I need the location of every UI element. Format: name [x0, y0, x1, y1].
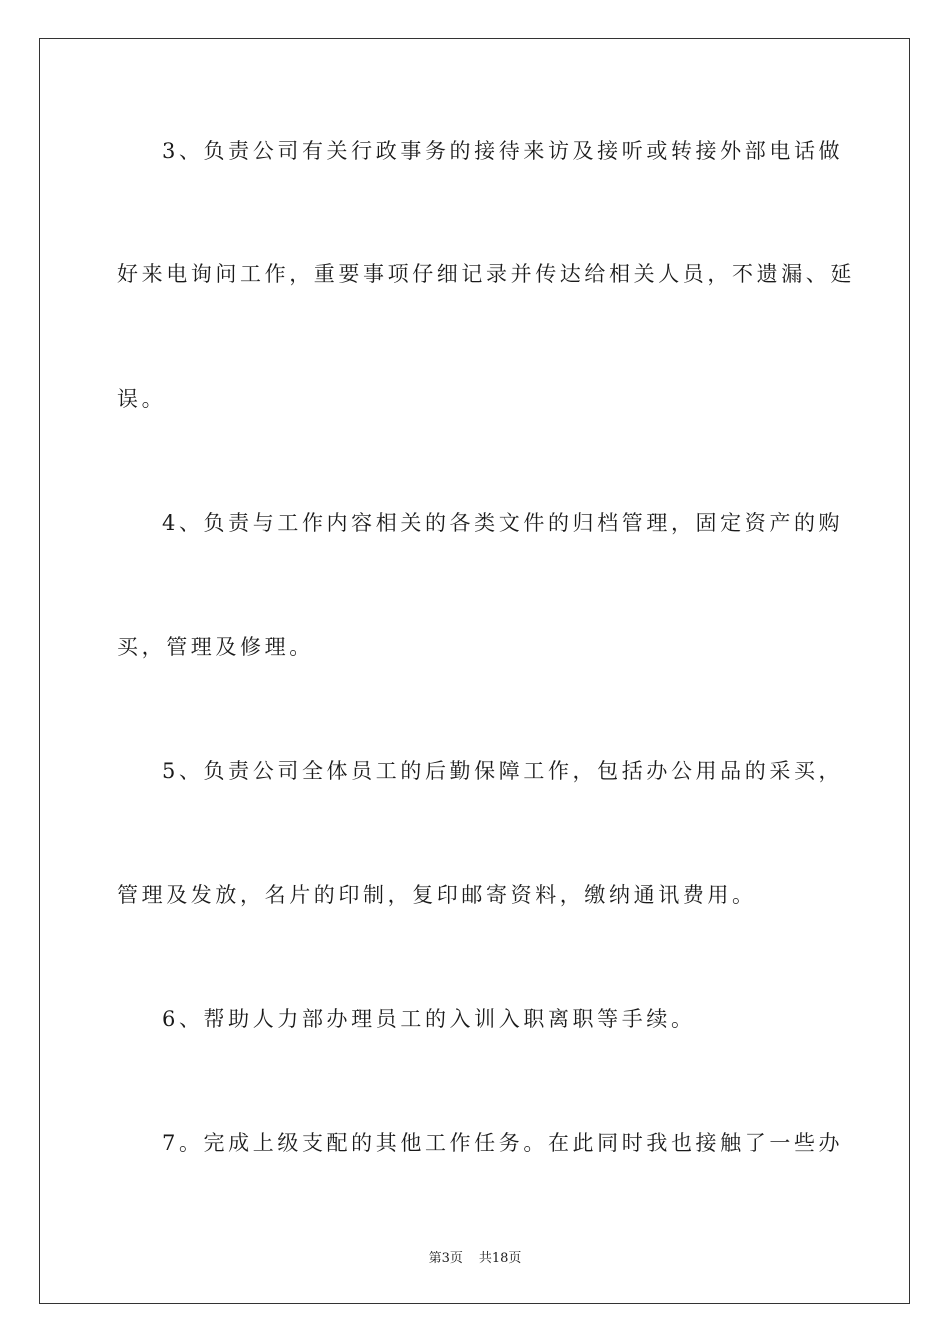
text-line-9: 7。完成上级支配的其他工作任务。在此同时我也接触了一些办	[162, 1131, 844, 1155]
page-border	[39, 38, 910, 1304]
text-line-3: 误。	[117, 387, 167, 411]
text-line-6: 5、负责公司全体员工的后勤保障工作，包括办公用品的采买，	[162, 759, 844, 783]
text-line-2: 好来电询问工作，重要事项仔细记录并传达给相关人员，不遗漏、延	[117, 262, 855, 286]
page-footer	[0, 1247, 950, 1266]
text-line-5: 买，管理及修理。	[117, 635, 314, 659]
page-number: 第3页	[428, 1251, 463, 1266]
text-line-8: 6、帮助人力部办理员工的入训入职离职等手续。	[162, 1007, 696, 1031]
text-line-1: 3、负责公司有关行政事务的接待来访及接听或转接外部电话做	[162, 139, 844, 163]
total-pages: 共18页	[478, 1251, 522, 1266]
text-line-4: 4、负责与工作内容相关的各类文件的归档管理，固定资产的购	[162, 511, 844, 535]
text-line-7: 管理及发放，名片的印制，复印邮寄资料，缴纳通讯费用。	[117, 883, 757, 907]
